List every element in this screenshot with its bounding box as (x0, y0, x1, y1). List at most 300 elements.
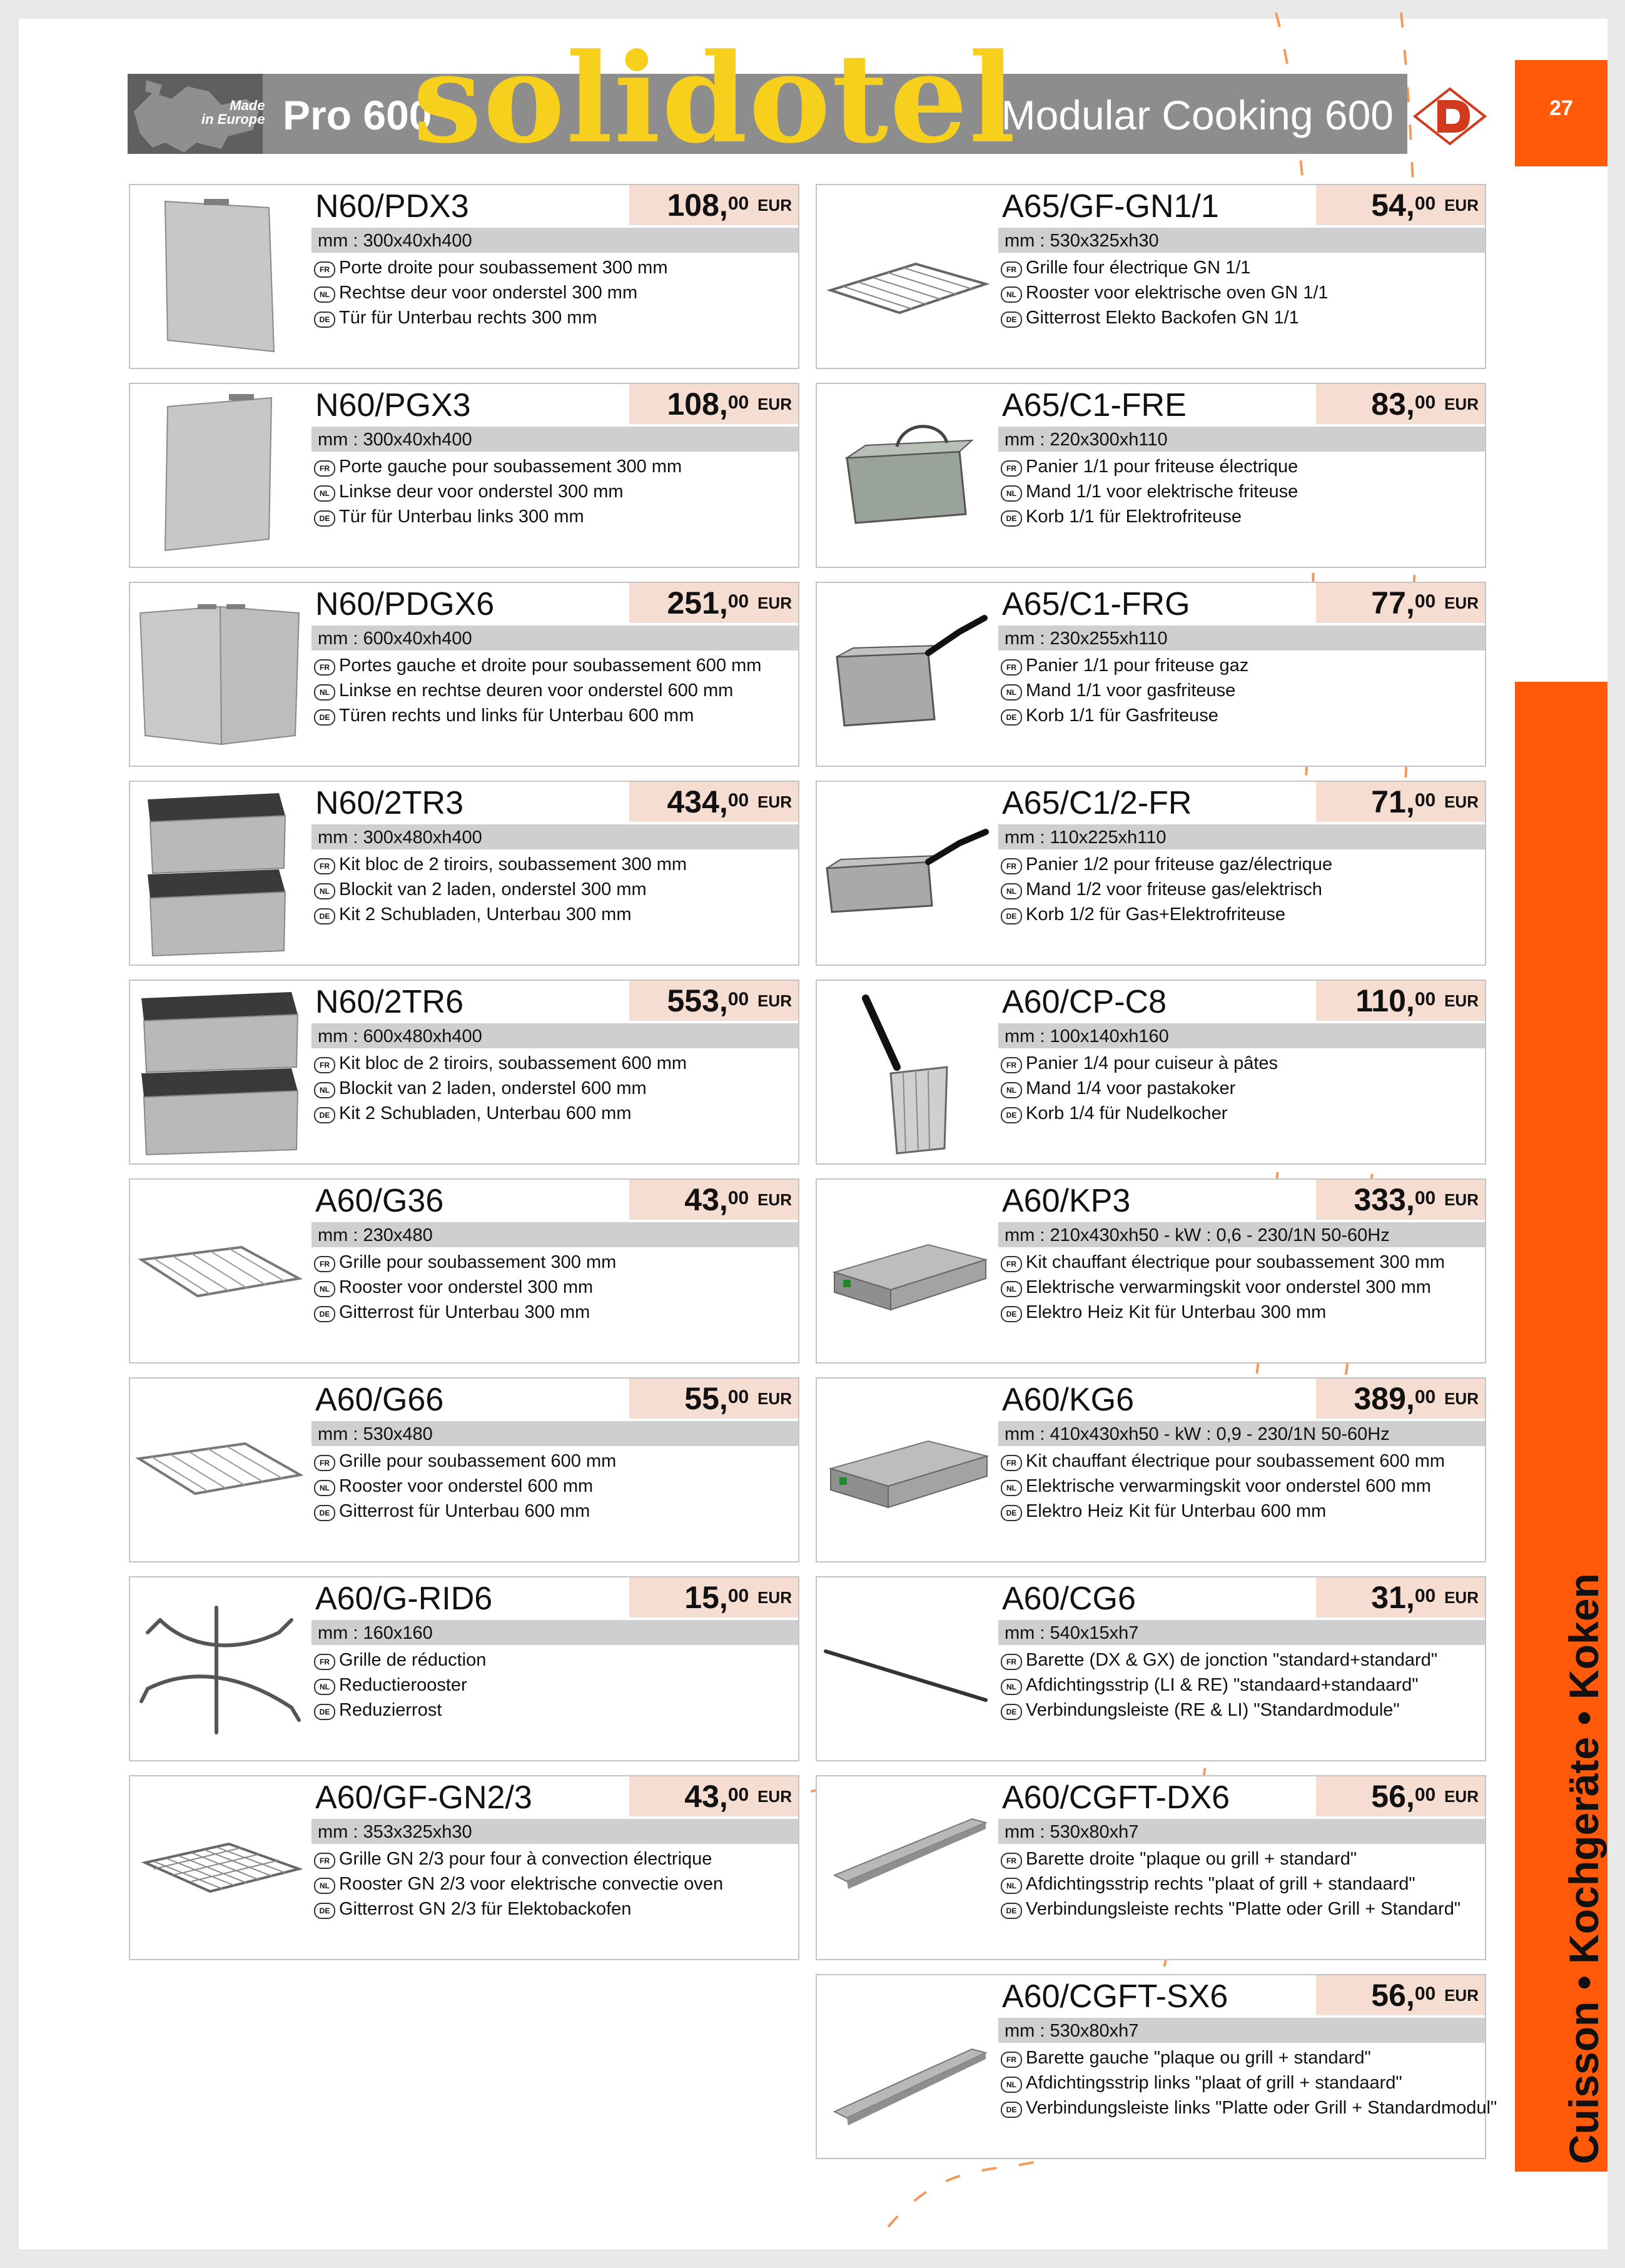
de-flag-icon: DE (314, 1306, 335, 1322)
fr-flag-icon: FR (314, 261, 335, 278)
product-card[interactable] (129, 383, 799, 568)
desc-de (998, 1698, 1400, 1723)
desc-nl (311, 678, 733, 703)
de-flag-icon: DE (314, 311, 335, 328)
desc-text: Tür für Unterbau rechts 300 mm (339, 308, 597, 328)
desc-text: Verbindungsleiste rechts "Platte oder Grill + Standard" (1026, 1899, 1461, 1919)
nl-flag-icon: NL (314, 1878, 335, 1894)
desc-nl (998, 678, 1235, 703)
de-flag-icon: DE (314, 1505, 335, 1521)
desc-de (998, 703, 1218, 728)
reduction-grid-image (135, 1582, 303, 1755)
price-cents: 00 (1414, 591, 1436, 612)
wire-grid-image (135, 1185, 303, 1357)
nl-flag-icon: NL (1001, 1679, 1022, 1695)
price-currency: EUR (757, 792, 792, 811)
price-cents: 00 (727, 193, 749, 214)
nl-flag-icon: NL (1001, 1281, 1022, 1297)
price-box (1316, 583, 1485, 623)
desc-text: Korb 1/4 für Nudelkocher (1026, 1103, 1228, 1123)
heating-kit-wide-image (822, 1384, 990, 1556)
price-box (1316, 185, 1485, 225)
fryer-basket-image (822, 389, 990, 562)
desc-text: Gitterrost GN 2/3 für Elektobackofen (339, 1899, 632, 1919)
price-currency: EUR (1444, 1986, 1479, 2005)
desc-text: Kit 2 Schubladen, Unterbau 600 mm (339, 1103, 632, 1123)
desc-text: Barette (DX & GX) de jonction "standard+standard" (1026, 1650, 1438, 1670)
desc-fr (998, 1250, 1445, 1275)
dimensions-bar (998, 1620, 1485, 1645)
desc-fr (311, 1449, 616, 1474)
dimensions: mm : 530x80xh7 (1005, 1822, 1139, 1842)
price-currency: EUR (757, 991, 792, 1010)
product-card[interactable] (816, 582, 1486, 767)
desc-nl (998, 1871, 1415, 1896)
product-code: A60/CGFT-SX6 (1002, 1978, 1228, 2015)
price-euros: 108, (667, 188, 728, 223)
desc-text: Verbindungsleiste (RE & LI) "Standardmodule" (1026, 1700, 1400, 1720)
desc-fr (998, 454, 1298, 479)
price (1371, 1579, 1479, 1616)
dimensions-bar (998, 1222, 1485, 1247)
dimensions-bar (998, 1819, 1485, 1844)
dimensions: mm : 410x430xh50 - kW : 0,9 - 230/1N 50-60Hz (1005, 1424, 1390, 1444)
fr-flag-icon: FR (314, 659, 335, 676)
desc-text: Kit 2 Schubladen, Unterbau 300 mm (339, 904, 632, 924)
price-cents: 00 (727, 1785, 749, 1805)
price-box (629, 782, 798, 822)
dimensions-bar (998, 228, 1485, 253)
desc-de (998, 2095, 1497, 2120)
desc-text: Mand 1/2 voor friteuse gas/elektrisch (1026, 879, 1322, 899)
product-code: A60/CP-C8 (1002, 984, 1167, 1020)
desc-de (998, 504, 1242, 529)
product-card[interactable] (129, 184, 799, 369)
product-card[interactable] (129, 582, 799, 767)
price-cents: 00 (727, 989, 749, 1010)
price-box (1316, 1180, 1485, 1220)
brand-logo: solidotel (413, 27, 1017, 171)
desc-de (311, 703, 694, 728)
side-category-label: Cuisson • Kochgeräte • Koken (1561, 1573, 1607, 2164)
desc-fr (998, 1449, 1445, 1474)
desc-text: Porte droite pour soubassement 300 mm (339, 258, 668, 278)
desc-de (998, 1499, 1326, 1524)
de-flag-icon: DE (314, 1704, 335, 1720)
de-flag-icon: DE (1001, 1505, 1022, 1521)
price-box (629, 1379, 798, 1419)
de-flag-icon: DE (1001, 1107, 1022, 1123)
desc-fr (998, 255, 1250, 280)
price-box (629, 1180, 798, 1220)
price-euros: 31, (1371, 1580, 1415, 1615)
price-currency: EUR (1444, 196, 1479, 215)
joining-strip-image (822, 1582, 990, 1755)
product-code: N60/2TR6 (315, 984, 463, 1020)
price-cents: 00 (1414, 392, 1436, 413)
de-flag-icon: DE (314, 1903, 335, 1919)
product-code: N60/PDGX6 (315, 586, 495, 622)
desc-nl (311, 877, 647, 902)
drawer-kit-wide-image (135, 986, 303, 1158)
dimensions-bar (998, 427, 1485, 452)
price-currency: EUR (1444, 1787, 1479, 1806)
price-cents: 00 (727, 591, 749, 612)
desc-text: Porte gauche pour soubassement 300 mm (339, 457, 682, 477)
dimensions-bar (998, 1421, 1485, 1446)
price-cents: 00 (1414, 193, 1436, 214)
fr-flag-icon: FR (1001, 1256, 1022, 1272)
price (1355, 982, 1479, 1020)
de-flag-icon: DE (1001, 2102, 1022, 2118)
wire-grid-wide-image (135, 1384, 303, 1556)
desc-de (998, 902, 1285, 927)
desc-text: Rooster voor onderstel 600 mm (339, 1476, 594, 1496)
nl-flag-icon: NL (1001, 485, 1022, 502)
desc-text: Grille pour soubassement 600 mm (339, 1451, 617, 1471)
price-currency: EUR (1444, 1389, 1479, 1408)
price-euros: 553, (667, 983, 728, 1018)
dimensions: mm : 230x255xh110 (1005, 629, 1168, 649)
price-euros: 55, (684, 1381, 728, 1416)
desc-de (998, 1300, 1326, 1325)
dimensions: mm : 110x225xh110 (1005, 828, 1167, 848)
dimensions: mm : 600x480xh400 (318, 1026, 482, 1046)
gn-grid-image (135, 1781, 303, 1954)
price-currency: EUR (1444, 792, 1479, 811)
desc-text: Türen rechts und links für Unterbau 600 mm (339, 706, 694, 726)
desc-text: Korb 1/1 für Gasfriteuse (1026, 706, 1218, 726)
price-currency: EUR (1444, 395, 1479, 413)
desc-de (311, 1896, 631, 1921)
price-euros: 43, (684, 1779, 728, 1814)
product-code: A60/CGFT-DX6 (1002, 1779, 1230, 1816)
product-code: A65/C1-FRG (1002, 586, 1190, 622)
product-card[interactable] (816, 1178, 1486, 1364)
price (1371, 186, 1479, 224)
nl-flag-icon: NL (1001, 1082, 1022, 1098)
desc-text: Elektrische verwarmingskit voor onderstel 300 mm (1026, 1277, 1431, 1297)
desc-text: Mand 1/1 voor gasfriteuse (1026, 681, 1236, 701)
dimensions-bar (311, 625, 798, 651)
price-cents: 00 (727, 790, 749, 811)
price-box (1316, 1379, 1485, 1419)
price (684, 1778, 792, 1815)
price-currency: EUR (757, 594, 792, 612)
desc-fr (311, 852, 687, 877)
nl-flag-icon: NL (314, 684, 335, 701)
desc-de (998, 1896, 1460, 1921)
desc-nl (998, 877, 1322, 902)
price-cents: 00 (1414, 1785, 1436, 1805)
price-cents: 00 (727, 1586, 749, 1606)
price-box (1316, 981, 1485, 1021)
desc-text: Grille GN 2/3 pour four à convection électrique (339, 1849, 712, 1869)
de-flag-icon: DE (314, 709, 335, 726)
price-euros: 54, (1371, 188, 1415, 223)
door-left-image (135, 389, 303, 562)
fr-flag-icon: FR (314, 1853, 335, 1869)
price-euros: 108, (667, 387, 728, 422)
desc-text: Grille four électrique GN 1/1 (1026, 258, 1251, 278)
price-box (1316, 1577, 1485, 1617)
desc-de (311, 902, 632, 927)
price (667, 186, 792, 224)
desc-text: Mand 1/1 voor elektrische friteuse (1026, 482, 1298, 502)
product-card[interactable] (816, 1775, 1486, 1960)
nl-flag-icon: NL (1001, 684, 1022, 701)
desc-text: Kit bloc de 2 tiroirs, soubassement 600 mm (339, 1053, 687, 1073)
price-box (629, 1577, 798, 1617)
price (1371, 783, 1479, 821)
price-cents: 00 (1414, 790, 1436, 811)
desc-fr (998, 852, 1332, 877)
made-in-europe-label (201, 99, 265, 126)
fr-flag-icon: FR (314, 1455, 335, 1471)
product-card[interactable] (816, 1576, 1486, 1761)
price-euros: 251, (667, 585, 728, 620)
desc-text: Blockit van 2 laden, onderstel 600 mm (339, 1078, 647, 1098)
price (684, 1380, 792, 1417)
desc-nl (311, 479, 624, 504)
price-euros: 333, (1354, 1182, 1415, 1217)
price-cents: 00 (727, 1188, 749, 1208)
dimensions-bar (998, 1023, 1485, 1048)
desc-nl (998, 1474, 1431, 1499)
desc-fr (998, 1051, 1278, 1076)
desc-nl (998, 280, 1329, 305)
product-code: N60/PGX3 (315, 387, 471, 423)
desc-text: Verbindungsleiste links "Platte oder Grill + Standardmodul" (1026, 2098, 1497, 2118)
dimensions-bar (311, 228, 798, 253)
desc-text: Elektrische verwarmingskit voor onderstel 600 mm (1026, 1476, 1431, 1496)
dimensions-bar (311, 824, 798, 849)
product-code: A60/KG6 (1002, 1382, 1135, 1418)
desc-text: Rooster voor onderstel 300 mm (339, 1277, 594, 1297)
desc-fr (311, 1648, 486, 1673)
product-card[interactable] (129, 1775, 799, 1960)
desc-nl (311, 1275, 593, 1300)
heating-kit-image (822, 1185, 990, 1357)
desc-fr (998, 653, 1248, 678)
product-card[interactable] (129, 980, 799, 1165)
price (667, 584, 792, 622)
de-flag-icon: DE (1001, 1903, 1022, 1919)
product-card[interactable] (816, 781, 1486, 966)
price-currency: EUR (757, 1787, 792, 1806)
nl-flag-icon: NL (1001, 286, 1022, 303)
desc-nl (311, 1474, 593, 1499)
price (1371, 1778, 1479, 1815)
desc-fr (311, 1846, 712, 1871)
desc-text: Kit chauffant électrique pour soubassement 600 mm (1026, 1451, 1445, 1471)
desc-text: Portes gauche et droite pour soubassement 600 mm (339, 656, 762, 676)
desc-text: Afdichtingsstrip links "plaat of grill + standaard" (1026, 2073, 1402, 2093)
price-cents: 00 (1414, 989, 1436, 1010)
price (1371, 584, 1479, 622)
fr-flag-icon: FR (314, 858, 335, 874)
desc-fr (998, 2045, 1371, 2070)
dimensions-bar (998, 625, 1485, 651)
desc-text: Kit bloc de 2 tiroirs, soubassement 300 mm (339, 854, 687, 874)
price (1354, 1380, 1479, 1417)
desc-text: Kit chauffant électrique pour soubassement 300 mm (1026, 1252, 1445, 1272)
price-currency: EUR (1444, 1588, 1479, 1607)
desc-fr (311, 255, 668, 280)
desc-de (311, 305, 597, 330)
product-code: A60/GF-GN2/3 (315, 1779, 532, 1816)
series-title: Pro 600 (283, 92, 432, 138)
price-cents: 00 (1414, 1387, 1436, 1407)
desc-text: Linkse en rechtse deuren voor onderstel 600 mm (339, 681, 734, 701)
dimensions-bar (311, 1421, 798, 1446)
desc-text: Panier 1/2 pour friteuse gaz/électrique (1026, 854, 1333, 874)
desc-text: Rechtse deur voor onderstel 300 mm (339, 283, 638, 303)
dimensions: mm : 220x300xh110 (1005, 430, 1168, 450)
page-number-box (1515, 60, 1607, 166)
product-card[interactable] (816, 1974, 1497, 2159)
nl-flag-icon: NL (1001, 1878, 1022, 1894)
price-box (629, 981, 798, 1021)
desc-text: Elektro Heiz Kit für Unterbau 600 mm (1026, 1501, 1327, 1521)
dimensions: mm : 210x430xh50 - kW : 0,6 - 230/1N 50-60Hz (1005, 1225, 1390, 1245)
dimensions-bar (311, 427, 798, 452)
desc-nl (998, 2070, 1402, 2095)
price-euros: 110, (1355, 983, 1415, 1018)
dimensions: mm : 300x480xh400 (318, 828, 482, 848)
product-card[interactable] (129, 1576, 799, 1761)
desc-text: Rooster GN 2/3 voor elektrische convectie oven (339, 1874, 724, 1894)
desc-text: Linkse deur voor onderstel 300 mm (339, 482, 624, 502)
de-flag-icon: DE (1001, 1306, 1022, 1322)
desc-nl (311, 1076, 647, 1101)
right-strip-image (822, 1781, 990, 1954)
de-flag-icon: DE (1001, 709, 1022, 726)
gas-fryer-basket-image (822, 588, 990, 761)
product-code: A60/G-RID6 (315, 1581, 493, 1617)
left-strip-image (822, 1980, 990, 2153)
price-currency: EUR (757, 196, 792, 215)
price-currency: EUR (1444, 1190, 1479, 1209)
desc-de (311, 1300, 590, 1325)
price-currency: EUR (1444, 991, 1479, 1010)
drawer-kit-image (135, 787, 303, 959)
fr-flag-icon: FR (1001, 858, 1022, 874)
fr-flag-icon: FR (314, 460, 335, 477)
nl-flag-icon: NL (314, 883, 335, 899)
product-code: A65/C1/2-FR (1002, 785, 1192, 821)
product-code: A65/C1-FRE (1002, 387, 1187, 423)
product-card[interactable] (816, 1377, 1486, 1562)
fr-flag-icon: FR (1001, 659, 1022, 676)
dimensions: mm : 530x325xh30 (1005, 231, 1159, 251)
desc-text: Reduzierrost (339, 1700, 442, 1720)
desc-text: Afdichtingsstrip (LI & RE) "standaard+standaard" (1026, 1675, 1419, 1695)
product-card[interactable] (129, 1178, 799, 1364)
desc-text: Gitterrost für Unterbau 600 mm (339, 1501, 590, 1521)
price-cents: 00 (1414, 1983, 1436, 2004)
dimensions: mm : 100x140xh160 (1005, 1026, 1169, 1046)
desc-nl (311, 280, 637, 305)
diamond-d-logo-icon (1412, 86, 1487, 146)
price-box (629, 185, 798, 225)
price-euros: 83, (1371, 387, 1415, 422)
price-euros: 56, (1371, 1779, 1415, 1814)
desc-text: Rooster voor elektrische oven GN 1/1 (1026, 283, 1329, 303)
dimensions: mm : 300x40xh400 (318, 231, 472, 251)
price-currency: EUR (757, 395, 792, 413)
product-card[interactable] (816, 184, 1486, 369)
price-box (1316, 1975, 1485, 2015)
fr-flag-icon: FR (314, 1057, 335, 1073)
desc-text: Grille pour soubassement 300 mm (339, 1252, 617, 1272)
dimensions-bar (311, 1222, 798, 1247)
price (684, 1181, 792, 1218)
desc-nl (998, 479, 1298, 504)
price-box (1316, 1776, 1485, 1816)
desc-text: Mand 1/4 voor pastakoker (1026, 1078, 1236, 1098)
desc-text: Tür für Unterbau links 300 mm (339, 507, 584, 527)
price-box (629, 1776, 798, 1816)
desc-fr (311, 1250, 616, 1275)
dimensions: mm : 540x15xh7 (1005, 1623, 1139, 1643)
fr-flag-icon: FR (314, 1654, 335, 1670)
desc-text: Panier 1/1 pour friteuse électrique (1026, 457, 1298, 477)
desc-text: Korb 1/1 für Elektrofriteuse (1026, 507, 1242, 527)
door-right-image (135, 190, 303, 363)
nl-flag-icon: NL (314, 286, 335, 303)
fr-flag-icon: FR (1001, 261, 1022, 278)
de-flag-icon: DE (1001, 311, 1022, 328)
de-flag-icon: DE (1001, 1704, 1022, 1720)
product-card[interactable] (129, 781, 799, 966)
desc-text: Blockit van 2 laden, onderstel 300 mm (339, 879, 647, 899)
product-code: A60/KP3 (1002, 1183, 1131, 1219)
price-cents: 00 (1414, 1188, 1436, 1208)
double-door-image (135, 588, 303, 761)
desc-de (311, 1499, 590, 1524)
product-card[interactable] (816, 980, 1486, 1165)
nl-flag-icon: NL (314, 1480, 335, 1496)
desc-de (311, 1698, 442, 1723)
desc-fr (311, 454, 682, 479)
dimensions: mm : 230x480 (318, 1225, 433, 1245)
fr-flag-icon: FR (1001, 1654, 1022, 1670)
dimensions: mm : 530x480 (318, 1424, 433, 1444)
dimensions: mm : 160x160 (318, 1623, 433, 1643)
desc-text: Reductierooster (339, 1675, 467, 1695)
price (667, 783, 792, 821)
de-flag-icon: DE (1001, 510, 1022, 527)
desc-text: Barette droite "plaque ou grill + standard" (1026, 1849, 1357, 1869)
product-code: N60/2TR3 (315, 785, 463, 821)
nl-flag-icon: NL (314, 1679, 335, 1695)
de-flag-icon: DE (314, 908, 335, 924)
fr-flag-icon: FR (314, 1256, 335, 1272)
dimensions-bar (311, 1620, 798, 1645)
desc-fr (998, 1648, 1437, 1673)
desc-de (998, 1101, 1227, 1126)
price-euros: 15, (684, 1580, 728, 1615)
desc-text: Panier 1/1 pour friteuse gaz (1026, 656, 1249, 676)
product-code: N60/PDX3 (315, 188, 469, 225)
price-currency: EUR (757, 1588, 792, 1607)
desc-nl (998, 1275, 1431, 1300)
collection-title: Modular Cooking 600 (1001, 92, 1394, 138)
product-card[interactable] (129, 1377, 799, 1562)
dimensions-bar (311, 1819, 798, 1844)
product-card[interactable] (816, 383, 1486, 568)
